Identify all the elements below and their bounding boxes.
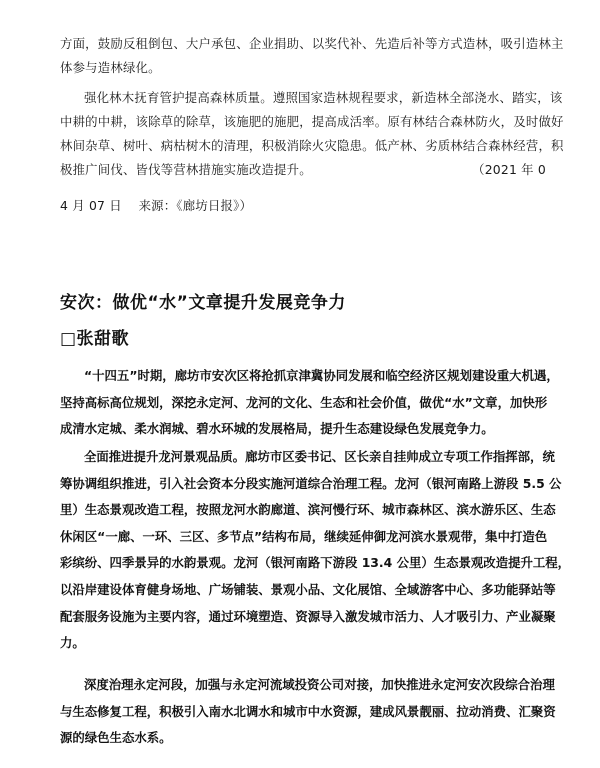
text-line: 林间杂草、树叶、病枯树木的清理，积极消除火灾隐患。低产林、劣质林结合森林经营，积 — [60, 138, 564, 153]
article-headline: 安次：做优“水”文章提升发展竞争力 — [60, 293, 346, 313]
text-line: 极推广间伐、皆伐等营林措施实施改造提升。 — [60, 162, 312, 177]
text-line: 筹协调组织推进，引入社会资本分段实施河道综合治理工程。龙河（银河南路上游段 5.5 公 — [60, 475, 562, 491]
source-date-start: （2021 年 0 — [472, 162, 546, 177]
text-line: 以沿岸建设体育健身场地、广场铺装、景观小品、文化展馆、全域游客中心、多功能驿站等 — [60, 581, 556, 597]
forest-paragraph — [60, 86, 564, 218]
text-line: 坚持高标高位规划，深挖永定河、龙河的文化、生态和社会价值，做优“水”文章，加快形 — [60, 394, 548, 410]
text-line: 体参与造林绿化。 — [60, 60, 161, 75]
article-paragraph-1 — [60, 363, 559, 443]
intro-paragraph — [60, 32, 564, 80]
text-line: 与生态修复工程，积极引入南水北调水和城市中水资源，建成风景靓丽、拉动消费、汇聚资 — [60, 703, 556, 719]
text-line: 成清水定城、柔水润城、碧水环城的发展格局，提升生态建设绿色发展竞争力。 — [60, 421, 494, 437]
source-date-end: 4 月 07 日 来源：《廊坊日报》） — [60, 198, 253, 213]
text-line: 休闲区“一廊、一环、三区、多节点”结构布局，继续延伸御龙河滨水景观带，集中打造色 — [60, 528, 548, 544]
text-line: 中耕的中耕，该除草的除草，该施肥的施肥，提高成活率。原有林结合森林防火，及时做好 — [60, 114, 564, 129]
text-line: 彩缤纷、四季景异的水韵景观。龙河（银河南路下游段 13.4 公里）生态景观改造提升工程， — [60, 555, 571, 571]
text-line: 全面推进提升龙河景观品质。廊坊市区委书记、区长亲自挂帅成立专项工作指挥部，统 — [84, 449, 555, 464]
article-paragraph-2 — [60, 444, 571, 657]
article-paragraph-3 — [60, 672, 556, 752]
text-line: 里）生态景观改造工程，按照龙河水韵廊道、滨河慢行环、城市森林区、滨水游乐区、生态 — [60, 502, 556, 518]
text-line: 强化林木抚育管护提高森林质量。遵照国家造林规程要求，新造林全部浇水、踏实，该 — [84, 90, 563, 105]
text-line: 源的绿色生态水系。 — [60, 730, 172, 746]
article-byline: □张甜歌 — [60, 329, 130, 349]
text-line: 配套服务设施为主要内容，通过环境塑造、资源导入激发城市活力、人才吸引力、产业凝聚 — [60, 608, 556, 624]
text-line: 方面，鼓励反租倒包、大户承包、企业捐助、以奖代补、先造后补等方式造林，吸引造林主 — [60, 36, 564, 51]
text-line: “十四五”时期，廊坊市安次区将抢抓京津冀协同发展和临空经济区规划建设重大机遇， — [84, 368, 559, 383]
text-line: 力。 — [60, 635, 85, 651]
text-line-with-date — [60, 158, 546, 182]
text-line: 深度治理永定河段，加强与永定河流域投资公司对接，加快推进永定河安次段综合治理 — [84, 677, 555, 692]
